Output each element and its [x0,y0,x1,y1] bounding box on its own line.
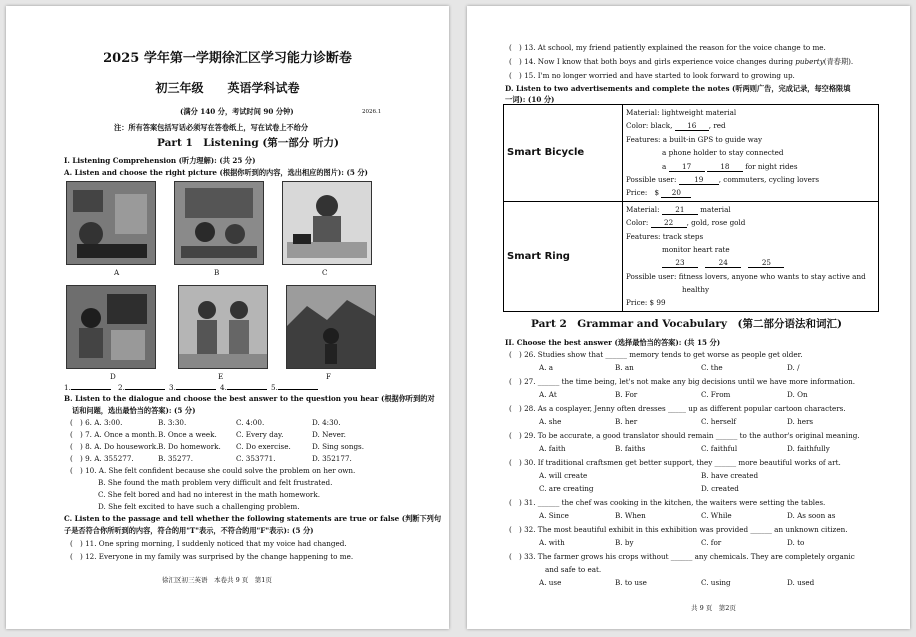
section-ii-heading: II. Choose the best answer (选择最恰当的答案): (共 15 分) [505,338,721,347]
q6-option-d: D. 4:30. [312,418,341,427]
section-i-heading: I. Listening Comprehension (听力理解): (共 25 分) [64,156,256,165]
bicycle-material: Material: lightweight material [626,108,737,117]
section-d-heading: D. Listen to two advertisements and complete the notes (听两则广告，完成记录，每空格限填 [505,84,851,93]
q27-option-b: B. For [615,390,638,399]
picture-label-e: E [218,372,224,381]
q31-option-d: D. As soon as [787,511,836,520]
q32-option-b: B. by [615,538,634,547]
q32-option-c: C. for [701,538,722,547]
q32-option-a: A. with [539,538,565,547]
ring-color: Color: 22 , gold, rose gold [626,218,746,228]
question-12: ( ) 12. Everyone in my family was surprised by the change happening to me. [70,552,354,561]
q26-option-b: B. an [615,363,634,372]
q7-option-c: C. Every day. [236,430,284,439]
part1-title: Part 1 Listening (第一部分 听力) [157,137,339,149]
question-9: ( ) 9. A. 355277. [70,454,134,463]
exam-date: 2026.1 [362,109,382,115]
picture-label-f: F [326,372,331,381]
answer-slot-1[interactable]: 1. [64,383,111,392]
q30-option-c: C. are creating [539,484,594,493]
exam-page-1 [6,6,449,629]
q29-option-b: B. faiths [615,444,646,453]
part2-title: Part 2 Grammar and Vocabulary (第二部分语法和词汇) [531,318,842,330]
puberty-term: puberty [795,57,824,66]
q10-option-c: C. She felt bored and had no interest in the math homework. [98,490,321,499]
section-b-heading: B. Listen to the dialogue and choose the best answer to the question you hear (根据你听到的对 [64,394,435,403]
ring-feature-blanks [626,256,875,269]
q30-option-d: D. created [701,484,739,493]
exam-title: 2025 学年第一学期徐汇区学习能力诊断卷 [103,51,352,66]
section-c-heading: C. Listen to the passage and tell whether the following statements are true or false (判断下列句 [64,514,442,523]
q26-option-d: D. / [787,363,800,372]
q33-option-a: A. use [539,578,562,587]
question-32: ( ) 32. The most beautiful exhibit in this exhibition was provided ______ an unknown citizen. [509,525,848,534]
q29-option-c: C. faithful [701,444,738,453]
q9-option-b: B. 35277. [158,454,194,463]
q10-option-b: B. She found the math problem very difficult and felt frustrated. [98,478,333,487]
blank-19[interactable]: 19 [679,175,719,185]
page-footer: 徐汇区初三英语 本卷共 9 页 第1页 [162,576,272,584]
q29-option-a: A. faith [539,444,566,453]
question-8: ( ) 8. A. Do housework. [70,442,159,451]
question-26: ( ) 26. Studies show that ______ memory tends to get worse as people get older. [509,350,803,359]
question-33-cont: and safe to eat. [545,565,602,574]
question-14: ( ) 14. Now I know that both boys and girls experience voice changes during puberty(青春期). [509,57,854,66]
blank-21[interactable]: 21 [662,205,698,215]
q8-option-b: B. Do homework. [158,442,221,451]
picture-label-c: C [322,268,328,277]
q29-option-d: D. faithfully [787,444,830,453]
question-11: ( ) 11. One spring morning, I suddenly noticed that my voice had changed. [70,539,347,548]
blank-17[interactable]: 17 [669,162,705,172]
q6-option-c: C. 4:00. [236,418,265,427]
question-13: ( ) 13. At school, my friend patiently explained the reason for the voice change to me. [509,43,826,52]
exam-page-2 [467,6,910,629]
picture-b [174,181,264,265]
q30-option-a: A. will create [539,471,588,480]
question-29: ( ) 29. To be accurate, a good translator should remain ______ to the author's original meaning. [509,431,860,440]
q33-option-b: B. to use [615,578,647,587]
question-7: ( ) 7. A. Once a month. [70,430,158,439]
section-d-heading-cont: 一词): (10 分) [505,95,555,104]
picture-a [66,181,156,265]
question-28: ( ) 28. As a cosplayer, Jenny often dresses _____ up as different popular cartoon characters. [509,404,846,413]
q31-option-a: A. Since [539,511,569,520]
picture-f [286,285,376,369]
q26-option-c: C. the [701,363,723,372]
section-a-heading: A. Listen and choose the right picture (根据你听到的内容，选出相应的图片): (5 分) [64,168,368,177]
ring-notes [623,201,879,311]
blank-18[interactable]: 18 [707,162,743,172]
question-15: ( ) 15. I'm no longer worried and have started to look forward to growing up. [509,71,795,80]
q7-option-b: B. Once a week. [158,430,217,439]
blank-23[interactable]: 23 [662,258,698,268]
ring-price: Price: $ 99 [626,298,666,308]
bicycle-feature-phone: a phone holder to stay connected [662,148,784,158]
blank-24[interactable]: 24 [705,258,741,268]
q10-option-d: D. She felt excited to have such a challenging problem. [98,502,300,511]
ring-material: Material: 21 material [626,204,731,214]
picture-c [282,181,372,265]
question-33: ( ) 33. The farmer grows his crops without ______ any chemicals. They are completely organic [509,552,855,561]
picture-e [178,285,268,369]
q28-option-d: D. hers [787,417,814,426]
bicycle-feature-gps: Features: a built-in GPS to guide way [626,134,763,144]
q30-option-b: B. have created [701,471,759,480]
bicycle-feature-lights: a 17 18 for night rides [662,161,798,171]
q9-option-c: C. 353771. [236,454,276,463]
q7-option-d: D. Never. [312,430,346,439]
blank-25[interactable]: 25 [748,258,784,268]
picture-label-d: D [110,372,116,381]
bicycle-price: Price: $ 20 [626,186,875,199]
section-b-heading-cont: 话和问题，选出最恰当的答案): (5 分) [72,406,196,415]
q27-option-a: A. At [539,390,557,399]
answer-slot-5[interactable]: 5. [271,383,318,392]
ring-feature-steps: Features: track steps [626,231,704,241]
question-10: ( ) 10. A. She felt confident because she could solve the problem on her own. [70,466,356,475]
answer-slot-2[interactable]: 2. [118,383,165,392]
bicycle-user: Possible user: 19 , commuters, cycling lovers [626,174,820,184]
bicycle-notes [623,105,879,202]
ring-feature-heart: monitor heart rate [662,244,730,254]
question-31: ( ) 31. ______ the chef was cooking in the kitchen, the waiters were setting the tables. [509,498,826,507]
q6-option-b: B. 3:30. [158,418,187,427]
smart-ring-row [504,201,879,311]
q27-option-c: C. From [701,390,731,399]
q8-option-c: C. Do exercise. [236,442,291,451]
ring-user-cont: healthy [682,285,710,295]
score-info: (满分 140 分，考试时间 90 分钟) [180,107,294,116]
section-c-heading-cont: 子是否符合你所听到的内容，符合的用"T"表示，不符合的用"F"表示): (5 分) [64,526,314,535]
bicycle-color: Color: black, 16 , red [626,121,726,131]
q8-option-d: D. Sing songs. [312,442,365,451]
product-name-bicycle: Smart Bicycle [504,105,623,202]
question-30: ( ) 30. If traditional craftsmen get better support, they ______ more beautiful works of art. [509,458,841,467]
q32-option-d: D. to [787,538,805,547]
ring-user: Possible user: fitness lovers, anyone who wants to stay active and [626,271,866,281]
blank-20[interactable]: 20 [661,188,691,198]
smart-bicycle-row [504,105,879,202]
picture-label-b: B [214,268,220,277]
notes-table [503,104,879,312]
picture-d [66,285,156,369]
page-footer-2: 共 9 页 第2页 [691,604,736,612]
exam-subtitle: 初三年级 英语学科试卷 [155,81,300,95]
blank-16[interactable]: 16 [675,121,709,131]
q27-option-d: D. On [787,390,808,399]
q31-option-b: B. When [615,511,646,520]
q9-option-d: D. 352177. [312,454,352,463]
q28-option-a: A. she [539,417,562,426]
q26-option-a: A. a [539,363,554,372]
q33-option-c: C. using [701,578,731,587]
question-27: ( ) 27. ______ the time being, let's not make any big decisions until we have more information. [509,377,856,386]
product-name-ring: Smart Ring [504,201,623,311]
exam-notice: 注：所有答案包括写话必须写在答卷纸上，写在试卷上不给分 [114,123,309,132]
answer-slot-4[interactable]: 4. [220,383,267,392]
question-6: ( ) 6. A. 3:00. [70,418,123,427]
answer-slot-3[interactable]: 3. [169,383,216,392]
picture-label-a: A [114,268,120,277]
q28-option-c: C. herself [701,417,737,426]
blank-22[interactable]: 22 [651,218,687,228]
q31-option-c: C. While [701,511,732,520]
q33-option-d: D. used [787,578,815,587]
q28-option-b: B. her [615,417,638,426]
